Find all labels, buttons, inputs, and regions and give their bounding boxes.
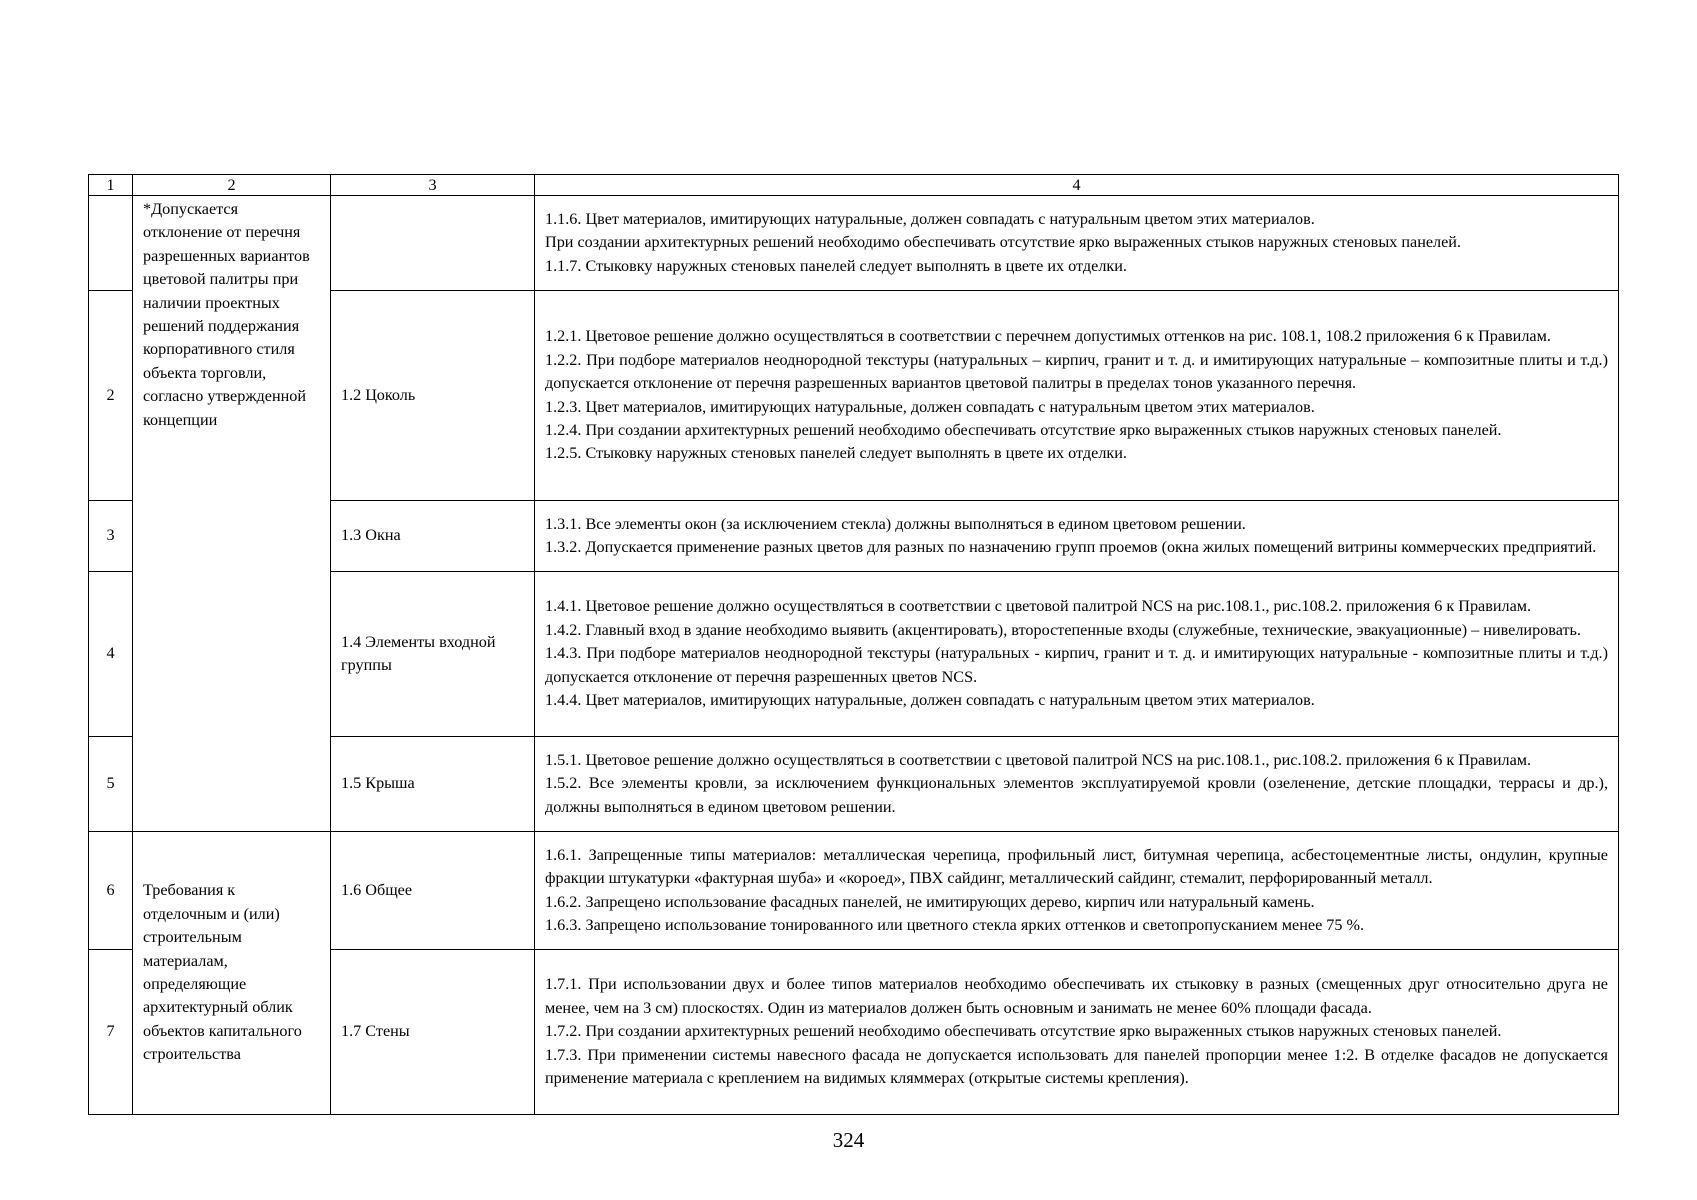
row-number: 2 bbox=[89, 291, 133, 501]
element-cell: 1.5 Крыша bbox=[331, 737, 535, 832]
requirement-item: 1.4.3. При подборе материалов неоднородной текстуры (натуральных - кирпич, гранит и т. д. и имитирующих натуральные - композитные плиты и т.д.) допускается отклонение от перечня разрешенных цветов NCS. bbox=[545, 644, 1608, 686]
header-cell-3: 3 bbox=[331, 175, 535, 196]
element-cell bbox=[331, 196, 535, 291]
row-number: 3 bbox=[89, 501, 133, 572]
requirement-item: 1.7.1. При использовании двух и более типов материалов необходимо обеспечивать их стыковку в разных (смещенных друг относительно друга не менее, чем на 3 см) плоскостях. Один из материалов должен быть основным и занимать не менее 60% площади фасада. bbox=[545, 975, 1608, 1017]
requirement-item: 1.7.3. При применении системы навесного фасада не допускается использовать для панелей пропорции менее 1:2. В отделке фасадов не допускается применение материала с креплением на видимых кляммерах (открытые системы крепления). bbox=[545, 1045, 1608, 1088]
requirements-table bbox=[88, 174, 1619, 1115]
row-number: 6 bbox=[89, 832, 133, 950]
document-page bbox=[88, 174, 1618, 1115]
table-row bbox=[89, 196, 1619, 291]
requirement-item: 1.2.1. Цветовое решение должно осуществляться в соответствии с перечнем допустимых оттенков на рис. 108.1, 108.2 приложения 6 к Правилам. bbox=[545, 327, 1551, 346]
requirement-item: 1.1.6. Цвет материалов, имитирующих натуральные, должен совпадать с натуральным цветом этих материалов. bbox=[545, 209, 1315, 228]
requirement-item: 1.4.1. Цветовое решение должно осуществляться в соответствии с цветовой палитрой NCS на рис.108.1., рис.108.2. приложения 6 к Правилам. bbox=[545, 597, 1532, 616]
requirements-cell bbox=[535, 196, 1619, 291]
requirements-cell bbox=[535, 832, 1619, 950]
requirements-cell bbox=[535, 572, 1619, 737]
table-row bbox=[89, 832, 1619, 950]
header-cell-1: 1 bbox=[89, 175, 133, 196]
requirements-cell bbox=[535, 950, 1619, 1115]
requirement-item: 1.5.1. Цветовое решение должно осуществляться в соответствии с цветовой палитрой NCS на рис.108.1., рис.108.2. приложения 6 к Правилам. bbox=[545, 750, 1532, 769]
requirement-item: 1.2.5. Стыковку наружных стеновых панелей следует выполнять в цвете их отделки. bbox=[545, 444, 1127, 463]
element-cell: 1.6 Общее bbox=[331, 832, 535, 950]
requirement-item: 1.4.2. Главный вход в здание необходимо выявить (акцентировать), второстепенные входы (служебные, технические, эвакуационные) – нивелировать. bbox=[545, 620, 1581, 639]
requirement-item: 1.3.1. Все элементы окон (за исключением стекла) должны выполняться в едином цветовом решении. bbox=[545, 514, 1246, 533]
requirement-item: При создании архитектурных решений необходимо обеспечивать отсутствие ярко выраженных стыков наружных стеновых панелей. bbox=[545, 233, 1462, 252]
row-number: 4 bbox=[89, 572, 133, 737]
group-note-cell: *Допускается отклонение от перечня разрешенных вариантов цветовой палитры при наличии проектных решений поддержания корпоративного стиля объекта торговли, согласно утвержденной концепции bbox=[133, 196, 331, 832]
row-number bbox=[89, 196, 133, 291]
requirement-item: 1.6.1. Запрещенные типы материалов: металлическая черепица, профильный лист, битумная черепица, асбестоцементные листы, ондулин, крупные фракции штукатурки «фактурная шуба» и «короед», ПВХ сайдинг, металлический сайдинг, стемалит, перфорированный металл. bbox=[545, 845, 1608, 888]
requirements-cell bbox=[535, 291, 1619, 501]
requirement-item: 1.2.4. При создании архитектурных решений необходимо обеспечивать отсутствие ярко выраженных стыков наружных стеновых панелей. bbox=[545, 420, 1502, 439]
requirement-item: 1.7.2. При создании архитектурных решений необходимо обеспечивать отсутствие ярко выраженных стыков наружных стеновых панелей. bbox=[545, 1022, 1502, 1041]
requirement-item: 1.1.7. Стыковку наружных стеновых панелей следует выполнять в цвете их отделки. bbox=[545, 256, 1127, 275]
requirement-item: 1.6.3. Запрещено использование тонированного или цветного стекла ярких оттенков и светопропусканием менее 75 %. bbox=[545, 915, 1365, 934]
row-number: 5 bbox=[89, 737, 133, 832]
requirement-item: 1.4.4. Цвет материалов, имитирующих натуральные, должен совпадать с натуральным цветом этих материалов. bbox=[545, 691, 1315, 710]
element-cell: 1.7 Стены bbox=[331, 950, 535, 1115]
element-cell: 1.3 Окна bbox=[331, 501, 535, 572]
requirement-item: 1.2.3. Цвет материалов, имитирующих натуральные, должен совпадать с натуральным цветом этих материалов. bbox=[545, 397, 1315, 416]
table-header-row bbox=[89, 175, 1619, 196]
element-cell: 1.4 Элементы входной группы bbox=[331, 572, 535, 737]
requirements-cell bbox=[535, 737, 1619, 832]
group-requirements-cell: Требования к отделочным и (или) строительным материалам, определяющие архитектурный облик объектов капитального строительства bbox=[133, 832, 331, 1115]
requirement-item: 1.6.2. Запрещено использование фасадных панелей, не имитирующих дерево, кирпич или натуральный камень. bbox=[545, 892, 1315, 911]
page-number: 324 bbox=[832, 1128, 865, 1152]
element-cell: 1.2 Цоколь bbox=[331, 291, 535, 501]
requirement-item: 1.5.2. Все элементы кровли, за исключением функциональных элементов эксплуатируемой кровли (озеленение, детские площадки, террасы и др.), должны выполняться в едином цветовом решении. bbox=[545, 774, 1608, 816]
requirements-cell bbox=[535, 501, 1619, 572]
requirement-item: 1.2.2. При подборе материалов неоднородной текстуры (натуральных – кирпич, гранит и т. д. и имитирующих натуральные – композитные плиты и т.д.) допускается отклонение от перечня разрешенных вариантов цветовой палитры в пределах тонов указанного перечня. bbox=[545, 350, 1608, 393]
header-cell-2: 2 bbox=[133, 175, 331, 196]
requirement-item: 1.3.2. Допускается применение разных цветов для разных по назначению групп проемов (окна жилых помещений витрины коммерческих предприятий. bbox=[545, 538, 1597, 556]
row-number: 7 bbox=[89, 950, 133, 1115]
header-cell-4: 4 bbox=[535, 175, 1619, 196]
